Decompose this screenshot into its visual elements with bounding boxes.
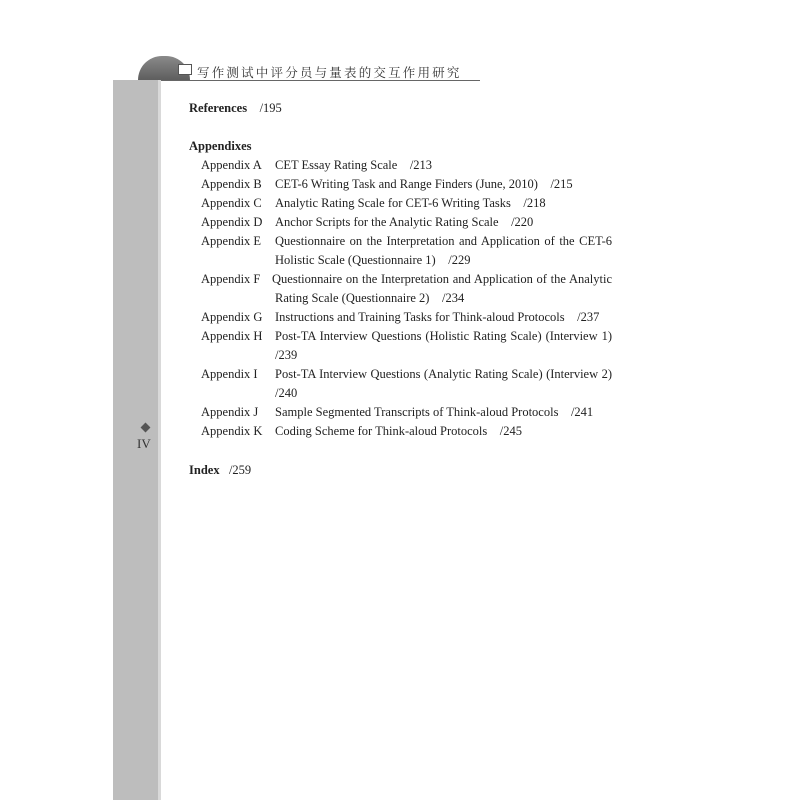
toc-entry-title <box>275 195 612 211</box>
toc-page-number: /215 <box>550 177 573 191</box>
toc-entry-title-text: CET-6 Writing Task and Range Finders (June, 2010) <box>275 177 538 191</box>
toc-entry-label: Appendix B <box>201 177 262 191</box>
toc-entry-label: Appendix G <box>201 310 263 324</box>
toc-entry-references <box>189 100 282 116</box>
toc-entry-title <box>275 214 612 230</box>
toc-page-number: /229 <box>448 253 471 267</box>
toc-entry-label: Appendix K <box>201 424 263 438</box>
toc-entry-title-text: Rating Scale (Questionnaire 2) <box>275 291 430 305</box>
section-heading-appendixes: Appendixes <box>189 139 252 153</box>
toc-page-number: /234 <box>441 291 465 305</box>
toc-page-number: /241 <box>570 405 594 419</box>
toc-entry-title <box>275 157 612 173</box>
toc-page-number: /213 <box>409 158 433 172</box>
toc-page-number: /259 <box>228 463 252 477</box>
page-number: IV <box>137 436 151 451</box>
toc-entry-title-line <box>275 290 612 306</box>
toc-entry-label: Appendix H <box>201 329 263 343</box>
toc-entry-label: References <box>189 101 248 115</box>
toc-entry-title-text: Holistic Scale (Questionnaire 1) <box>275 253 436 267</box>
pen-icon <box>178 64 192 75</box>
toc-page-number: /218 <box>523 196 546 210</box>
toc-page-number: /239 <box>275 348 298 362</box>
toc-entry-label: Appendix D <box>201 215 263 229</box>
toc-page-number: /195 <box>259 101 282 115</box>
toc-entry-title-text: Analytic Rating Scale for CET-6 Writing Tasks <box>275 196 511 210</box>
toc-entry-title-line <box>275 252 612 268</box>
running-header: 写作测试中评分员与量表的交互作用研究 <box>197 65 462 80</box>
toc-page-number: /237 <box>577 310 600 324</box>
margin-sidebar <box>113 80 158 800</box>
toc-entry-label: Appendix J <box>201 405 259 419</box>
toc-entry-title-line: Questionnaire on the Interpretation and Application of the Analytic <box>272 272 612 286</box>
toc-entry-title-text: Sample Segmented Transcripts of Think-aloud Protocols <box>275 405 559 419</box>
toc-entry-title <box>275 176 612 192</box>
toc-entry-title <box>275 404 612 420</box>
toc-entry-title <box>275 309 612 325</box>
toc-entry-title-line <box>275 385 612 401</box>
toc-entry-title-text: Anchor Scripts for the Analytic Rating Scale <box>275 215 499 229</box>
toc-entry-label: Appendix C <box>201 196 262 210</box>
toc-entry-title-line <box>275 347 612 363</box>
toc-entry-label: Index <box>189 463 220 477</box>
sidebar-divider <box>158 80 161 800</box>
toc-entry-title-text: Coding Scheme for Think-aloud Protocols <box>275 424 488 438</box>
toc-entry-index <box>189 462 251 478</box>
toc-entry-label: Appendix F <box>201 272 261 286</box>
toc-entry-label: Appendix E <box>201 234 262 248</box>
toc-entry-title-line: Post-TA Interview Questions (Holistic Rating Scale) (Interview 1) <box>275 329 612 343</box>
toc-entry-label: Appendix A <box>201 158 262 172</box>
toc-entry-title <box>275 423 612 439</box>
toc-page-number: /245 <box>499 424 522 438</box>
toc-entry-title-line: Questionnaire on the Interpretation and Application of the CET-6 <box>275 234 612 248</box>
toc-entry-label: Appendix I <box>201 367 258 381</box>
toc-page-number: /220 <box>511 215 534 229</box>
toc-entry-title-line: Post-TA Interview Questions (Analytic Rating Scale) (Interview 2) <box>275 367 612 381</box>
toc-entry-title-text: CET Essay Rating Scale <box>275 158 398 172</box>
header-divider <box>160 80 480 81</box>
toc-entry-title-text: Instructions and Training Tasks for Think-aloud Protocols <box>275 310 565 324</box>
toc-page-number: /240 <box>275 386 298 400</box>
